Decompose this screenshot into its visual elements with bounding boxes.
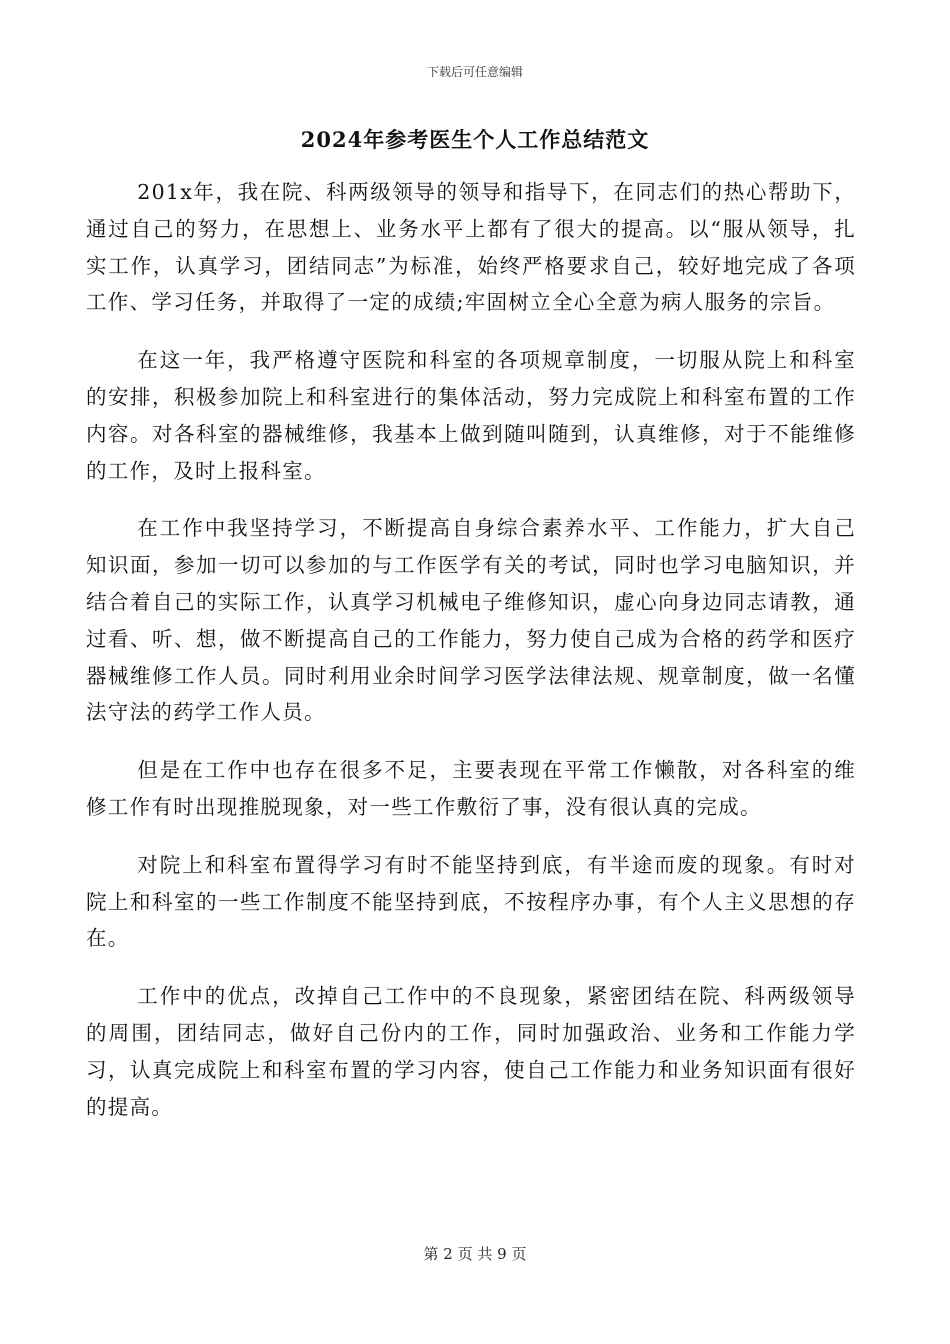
page-footer [0, 1244, 950, 1264]
paragraph-2: 在这一年，我严格遵守医院和科室的各项规章制度，一切服从院上和科室的安排，积极参加院上和科室进行的集体活动，努力完成院上和科室布置的工作内容。对各科室的器械维修，我基本上做到随叫随到，认真维修，对于不能维修的工作，及时上报科室。 [86, 348, 856, 483]
paragraph-6: 工作中的优点，改掉自己工作中的不良现象，紧密团结在院、科两级领导的周围，团结同志，做好自己份内的工作，同时加强政治、业务和工作能力学习，认真完成院上和科室布置的学习内容，使自己工作能力和业务知识面有很好的提高。 [86, 984, 856, 1119]
paragraph-4: 但是在工作中也存在很多不足，主要表现在平常工作懒散，对各科室的维修工作有时出现推脱现象，对一些工作敷衍了事，没有很认真的完成。 [86, 758, 856, 819]
paragraph-5: 对院上和科室布置得学习有时不能坚持到底，有半途而废的现象。有时对院上和科室的一些工作制度不能坚持到底，不按程序办事，有个人主义思想的存在。 [86, 852, 856, 951]
paragraph-1: 201x年，我在院、科两级领导的领导和指导下，在同志们的热心帮助下，通过自己的努力，在思想上、业务水平上都有了很大的提高。以“服从领导，扎实工作，认真学习，团结同志”为标准，始终严格要求自己，较好地完成了各项工作、学习任务，并取得了一定的成绩;牢固树立全心全意为病人服务的宗旨。 [86, 180, 856, 315]
document-body [86, 174, 856, 1125]
page-number: 第 2 页 共 9 页 [423, 1245, 527, 1263]
header-note: 下载后可任意编辑 [426, 65, 523, 79]
document-title: 2024年参考医生个人工作总结范文 [300, 127, 650, 152]
paragraph-3: 在工作中我坚持学习，不断提高自身综合素养水平、工作能力，扩大自己知识面，参加一切可以参加的与工作医学有关的考试，同时也学习电脑知识，并结合着自己的实际工作，认真学习机械电子维修知识，虚心向身边同志请教，通过看、听、想，做不断提高自己的工作能力，努力使自己成为合格的药学和医疗器械维修工作人员。同时利用业余时间学习医学法律法规、规章制度，做一名懂法守法的药学工作人员。 [86, 516, 856, 725]
